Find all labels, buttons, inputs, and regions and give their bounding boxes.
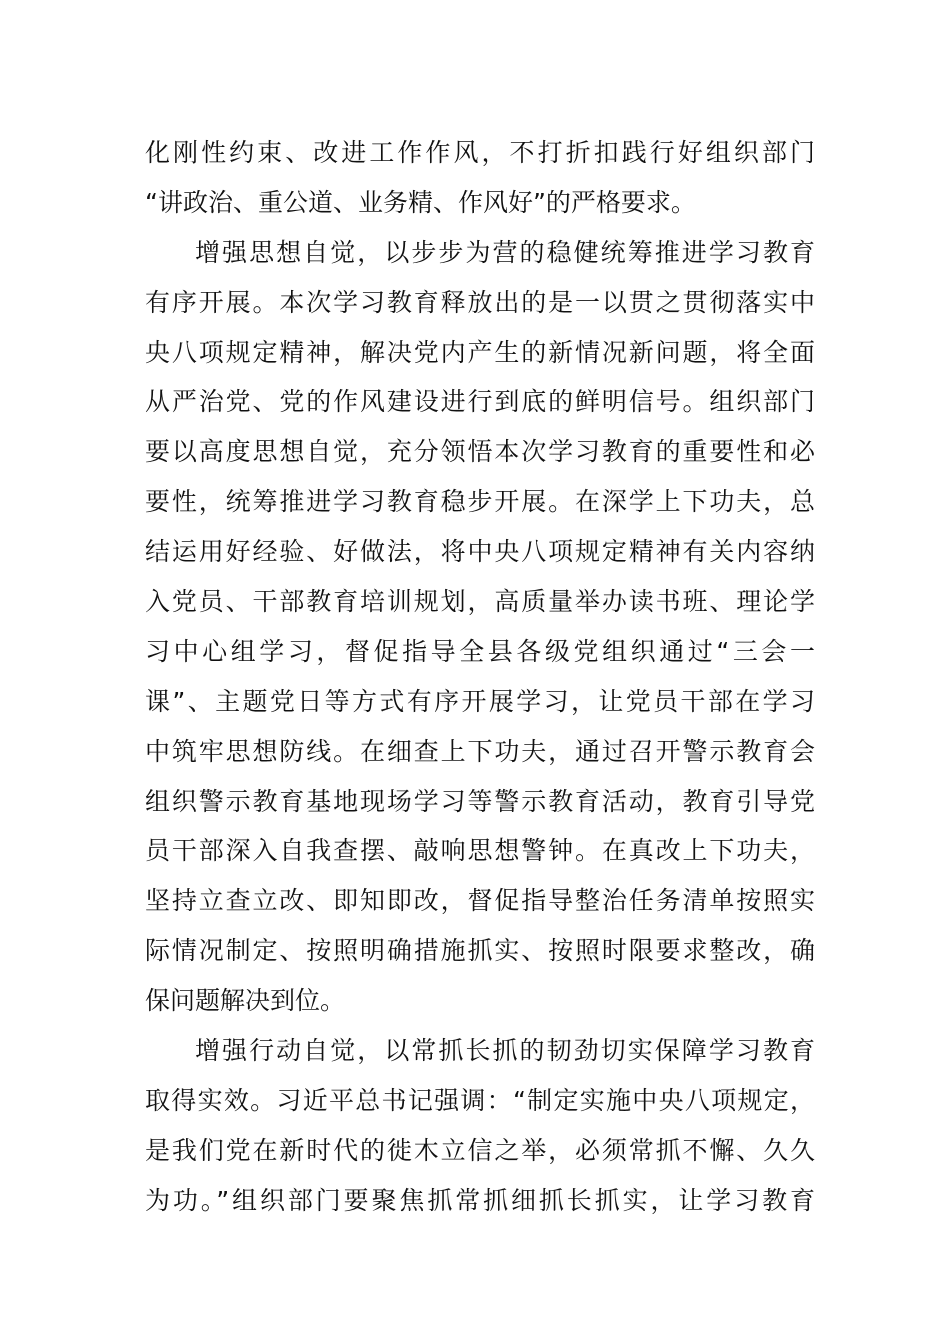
- text-line: 是我们党在新时代的徙木立信之举，必须常抓不懈、久久: [145, 1135, 815, 1165]
- text-line: 保问题解决到位。: [145, 986, 346, 1016]
- text-line: 央八项规定精神，解决党内产生的新情况新问题，将全面: [145, 337, 815, 367]
- text-line: 员干部深入自我查摆、敲响思想警钟。在真改上下功夫，: [145, 836, 815, 866]
- text-line: 要以高度思想自觉，充分领悟本次学习教育的重要性和必: [145, 437, 815, 467]
- text-line: 结运用好经验、好做法，将中央八项规定精神有关内容纳: [145, 537, 815, 567]
- text-line: 为功。”组织部门要聚焦抓常抓细抓长抓实，让学习教育: [145, 1185, 815, 1215]
- text-line: 化刚性约束、改进工作作风，不打折扣践行好组织部门: [145, 138, 815, 167]
- body-text: [145, 128, 815, 1226]
- text-line: 组织警示教育基地现场学习等警示教育活动，教育引导党: [145, 786, 815, 816]
- text-line: 中筑牢思想防线。在细查上下功夫，通过召开警示教育会: [145, 736, 815, 766]
- text-line: 习中心组学习，督促指导全县各级党组织通过“三会一: [145, 636, 815, 666]
- text-line: 坚持立查立改、即知即改，督促指导整治任务清单按照实: [145, 886, 815, 916]
- text-line: 课”、主题党日等方式有序开展学习，让党员干部在学习: [145, 686, 815, 716]
- paragraph-first-line: 增强行动自觉，以常抓长抓的韧劲切实保障学习教育: [195, 1036, 815, 1066]
- paragraph-first-line: 增强思想自觉，以步步为营的稳健统筹推进学习教育: [195, 237, 815, 267]
- text-line: 取得实效。习近平总书记强调：“制定实施中央八项规定，: [145, 1085, 815, 1115]
- text-line: 要性，统筹推进学习教育稳步开展。在深学上下功夫，总: [145, 487, 815, 517]
- text-line: 入党员、干部教育培训规划，高质量举办读书班、理论学: [145, 587, 815, 617]
- text-line: “讲政治、重公道、业务精、作风好”的严格要求。: [145, 187, 696, 217]
- text-line: 际情况制定、按照明确措施抓实、按照时限要求整改，确: [145, 936, 815, 966]
- text-line: 有序开展。本次学习教育释放出的是一以贯之贯彻落实中: [145, 287, 815, 317]
- text-line: 从严治党、党的作风建设进行到底的鲜明信号。组织部门: [145, 387, 815, 417]
